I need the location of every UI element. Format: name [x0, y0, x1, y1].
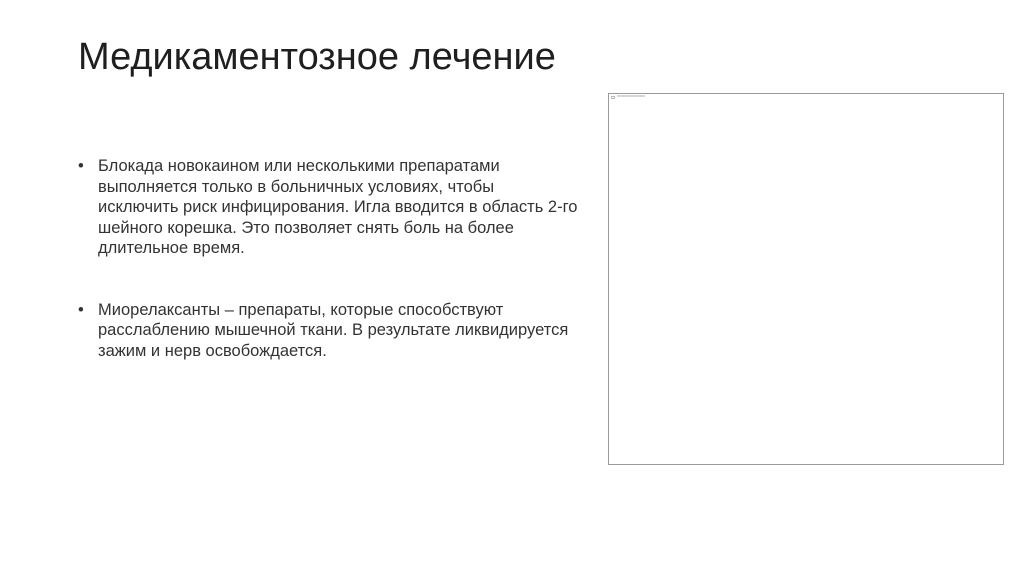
bullet-marker: • — [78, 300, 84, 319]
bullet-list — [78, 156, 578, 402]
image-alt-caption — [617, 95, 645, 97]
bullet-text: Блокада новокаином или несколькими препаратами выполняется только в больничных условиях, чтобы исключить риск инфицирования. Игла вводится в область 2-го шейного корешка. Это позволяет снять боль на более длительное время. — [98, 157, 578, 257]
bullet-item — [78, 300, 578, 362]
image-placeholder — [608, 93, 1004, 465]
broken-image-icon — [611, 96, 615, 99]
bullet-item — [78, 156, 578, 259]
bullet-text: Миорелаксанты – препараты, которые способствуют расслаблению мышечной ткани. В результате ликвидируется зажим и нерв освобождается. — [98, 300, 569, 360]
slide-title: Медикаментозное лечение — [78, 36, 556, 78]
bullet-marker: • — [78, 157, 84, 175]
